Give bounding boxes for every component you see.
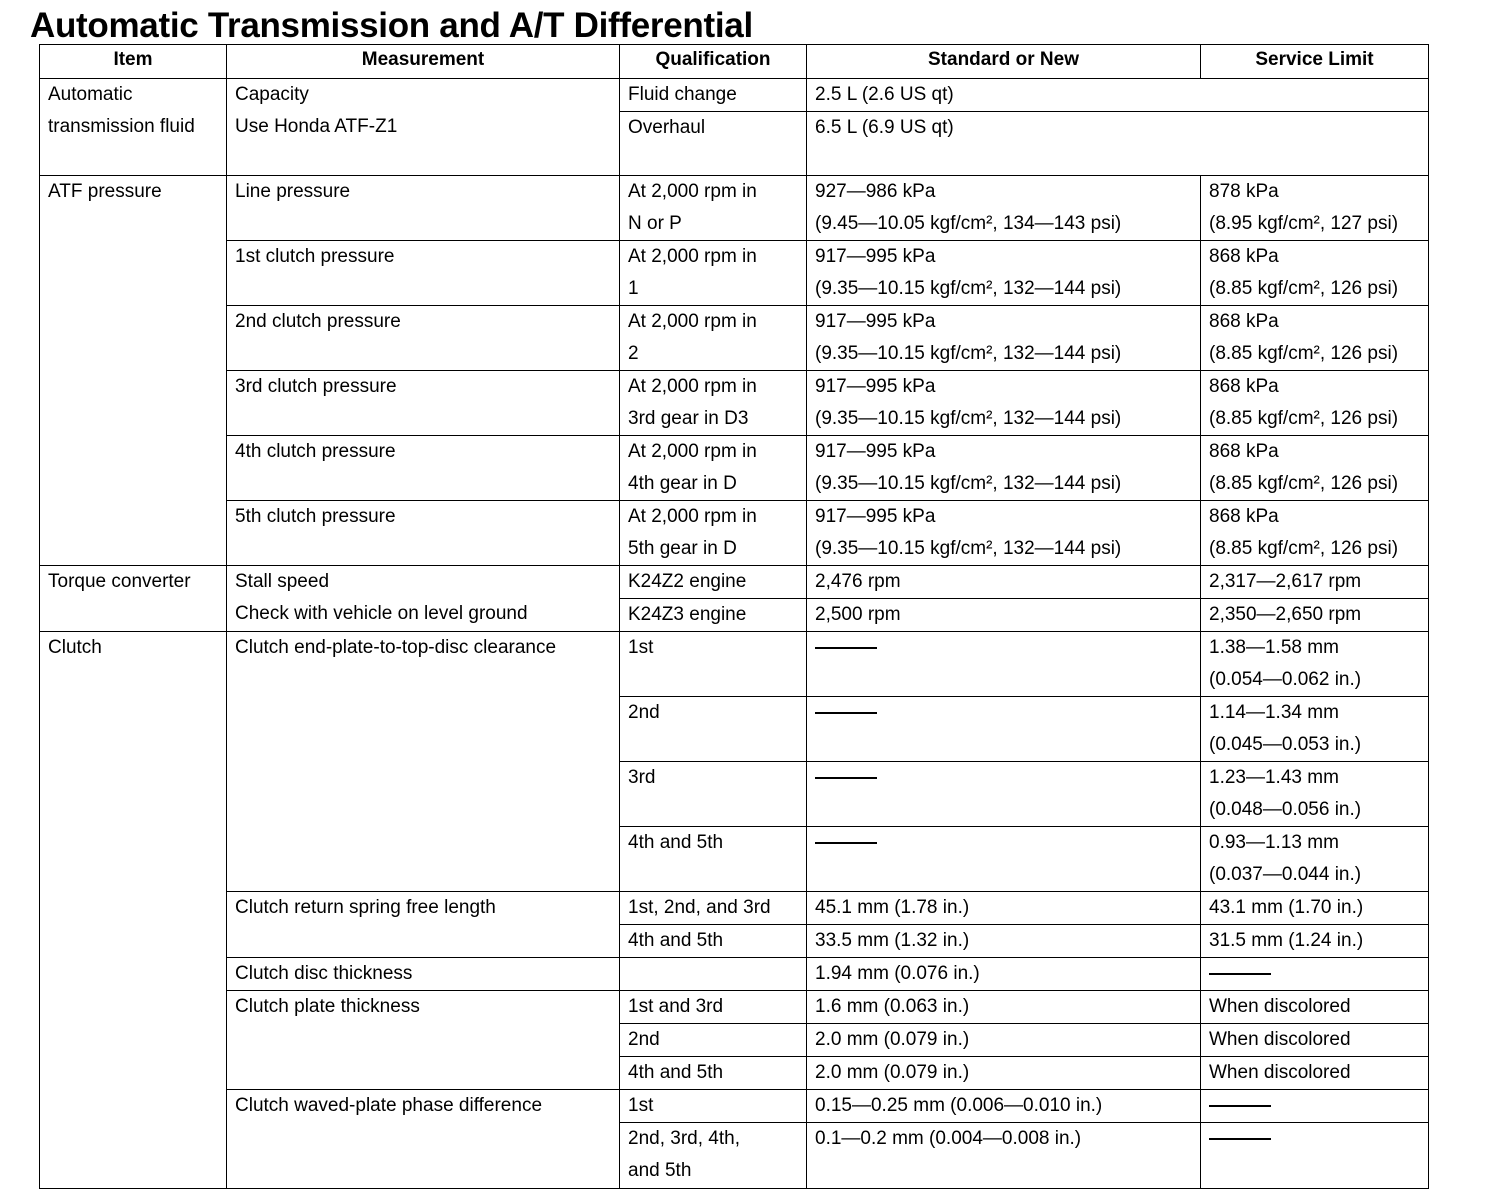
measurement-line: Check with vehicle on level ground (235, 603, 528, 624)
qualification-line: At 2,000 rpm in (628, 506, 757, 527)
header-service-limit: Service Limit (1201, 45, 1429, 79)
standard-cell: 2,476 rpm (807, 566, 1201, 599)
measurement-cell: 1st clutch pressure (227, 241, 620, 306)
limit-line: 1.38—1.58 mm (1209, 637, 1339, 658)
standard-cell (807, 241, 1201, 306)
standard-line: (9.35—10.15 kgf/cm², 132—144 psi) (815, 343, 1122, 364)
measurement-line: Use Honda ATF-Z1 (235, 116, 398, 137)
limit-line: (0.048—0.056 in.) (1209, 799, 1362, 820)
limit-line: 1.23—1.43 mm (1209, 767, 1339, 788)
standard-line: (9.45—10.05 kgf/cm², 134—143 psi) (815, 213, 1122, 234)
item-cell: Torque converter (40, 566, 227, 632)
limit-cell (1201, 306, 1429, 371)
measurement-cell: 4th clutch pressure (227, 436, 620, 501)
measurement-cell: 3rd clutch pressure (227, 371, 620, 436)
qualification-cell: 1st (620, 1090, 807, 1123)
qualification-cell: K24Z2 engine (620, 566, 807, 599)
qualification-line: 3rd gear in D3 (628, 408, 749, 429)
limit-cell: 2,350—2,650 rpm (1201, 599, 1429, 632)
standard-cell (807, 436, 1201, 501)
header-standard: Standard or New (807, 45, 1201, 79)
standard-line: 927—986 kPa (815, 181, 936, 202)
standard-cell: 2.0 mm (0.079 in.) (807, 1024, 1201, 1057)
limit-cell (1201, 371, 1429, 436)
table-row (40, 176, 1429, 241)
header-row (40, 45, 1429, 79)
measurement-cell (227, 79, 620, 176)
standard-line: (9.35—10.15 kgf/cm², 132—144 psi) (815, 473, 1122, 494)
qualification-cell: Overhaul (620, 112, 807, 176)
limit-line: (0.045—0.053 in.) (1209, 734, 1362, 755)
limit-line: (0.054—0.062 in.) (1209, 669, 1362, 690)
limit-cell (1201, 436, 1429, 501)
qualification-line: At 2,000 rpm in (628, 246, 757, 267)
qualification-cell (620, 958, 807, 991)
standard-cell (807, 697, 1201, 762)
dash-icon (815, 712, 877, 714)
table-row (40, 632, 1429, 697)
measurement-cell: Clutch plate thickness (227, 991, 620, 1090)
header-item: Item (40, 45, 227, 79)
qualification-cell (620, 241, 807, 306)
qualification-cell (620, 371, 807, 436)
limit-cell: 31.5 mm (1.24 in.) (1201, 925, 1429, 958)
standard-line: 917—995 kPa (815, 376, 936, 397)
measurement-line: Capacity (235, 84, 309, 105)
item-cell: Clutch (40, 632, 227, 1189)
qualification-cell: 1st, 2nd, and 3rd (620, 892, 807, 925)
standard-cell (807, 176, 1201, 241)
qualification-cell (620, 436, 807, 501)
limit-cell: When discolored (1201, 1024, 1429, 1057)
measurement-cell: 2nd clutch pressure (227, 306, 620, 371)
qualification-line: At 2,000 rpm in (628, 311, 757, 332)
table-row (40, 436, 1429, 501)
qualification-line: 1 (628, 278, 639, 299)
table-row (40, 958, 1429, 991)
qualification-line: 4th gear in D (628, 473, 737, 494)
header-measurement: Measurement (227, 45, 620, 79)
table-row (40, 892, 1429, 925)
limit-line: (8.85 kgf/cm², 126 psi) (1209, 538, 1399, 559)
limit-line: 878 kPa (1209, 181, 1279, 202)
standard-cell: 33.5 mm (1.32 in.) (807, 925, 1201, 958)
standard-cell: 45.1 mm (1.78 in.) (807, 892, 1201, 925)
item-cell: Automatic transmission fluid (40, 79, 227, 176)
measurement-cell: Clutch disc thickness (227, 958, 620, 991)
dash-icon (1209, 973, 1271, 975)
standard-cell (807, 501, 1201, 566)
limit-cell: When discolored (1201, 991, 1429, 1024)
measurement-cell: Clutch waved-plate phase difference (227, 1090, 620, 1189)
qualification-cell: 2nd (620, 697, 807, 762)
limit-line: 868 kPa (1209, 376, 1279, 397)
limit-line: 868 kPa (1209, 311, 1279, 332)
limit-line: 868 kPa (1209, 441, 1279, 462)
table-row (40, 306, 1429, 371)
measurement-cell: Clutch return spring free length (227, 892, 620, 958)
dash-icon (815, 647, 877, 649)
table-row (40, 1090, 1429, 1123)
qualification-cell: Fluid change (620, 79, 807, 112)
standard-line: (9.35—10.15 kgf/cm², 132—144 psi) (815, 538, 1122, 559)
limit-cell (1201, 827, 1429, 892)
measurement-cell: Clutch end-plate-to-top-disc clearance (227, 632, 620, 892)
measurement-cell: 5th clutch pressure (227, 501, 620, 566)
header-qualification: Qualification (620, 45, 807, 79)
qualification-line: At 2,000 rpm in (628, 441, 757, 462)
measurement-cell: Line pressure (227, 176, 620, 241)
qualification-line: At 2,000 rpm in (628, 376, 757, 397)
limit-line: (8.85 kgf/cm², 126 psi) (1209, 343, 1399, 364)
limit-cell (1201, 762, 1429, 827)
qualification-line: 2 (628, 343, 639, 364)
dash-icon (1209, 1138, 1271, 1140)
standard-line: 917—995 kPa (815, 441, 936, 462)
standard-cell: 2.0 mm (0.079 in.) (807, 1057, 1201, 1090)
table-row (40, 566, 1429, 599)
standard-cell: 0.15—0.25 mm (0.006—0.010 in.) (807, 1090, 1201, 1123)
standard-cell (807, 306, 1201, 371)
standard-cell: 1.94 mm (0.076 in.) (807, 958, 1201, 991)
qualification-line: 2nd, 3rd, 4th, (628, 1128, 740, 1149)
limit-cell (1201, 632, 1429, 697)
limit-line: (0.037—0.044 in.) (1209, 864, 1362, 885)
qualification-cell (620, 1123, 807, 1189)
dash-icon (815, 777, 877, 779)
limit-cell (1201, 697, 1429, 762)
limit-cell (1201, 1123, 1429, 1189)
qualification-cell: 3rd (620, 762, 807, 827)
standard-line: (9.35—10.15 kgf/cm², 132—144 psi) (815, 278, 1122, 299)
limit-cell (1201, 501, 1429, 566)
qualification-cell (620, 501, 807, 566)
qualification-cell: 4th and 5th (620, 925, 807, 958)
standard-line: 917—995 kPa (815, 311, 936, 332)
qualification-line: N or P (628, 213, 682, 234)
qualification-cell: 2nd (620, 1024, 807, 1057)
qualification-cell: 4th and 5th (620, 1057, 807, 1090)
standard-cell (807, 371, 1201, 436)
qualification-cell (620, 176, 807, 241)
qualification-cell: 1st (620, 632, 807, 697)
limit-cell (1201, 241, 1429, 306)
table-row (40, 501, 1429, 566)
limit-cell: When discolored (1201, 1057, 1429, 1090)
limit-cell (1201, 958, 1429, 991)
standard-cell: 2,500 rpm (807, 599, 1201, 632)
qualification-cell: 4th and 5th (620, 827, 807, 892)
standard-cell: 1.6 mm (0.063 in.) (807, 991, 1201, 1024)
table-row (40, 79, 1429, 112)
limit-line: 868 kPa (1209, 246, 1279, 267)
table-row (40, 991, 1429, 1024)
standard-cell: 2.5 L (2.6 US qt) (807, 79, 1429, 112)
table-row (40, 241, 1429, 306)
dash-icon (1209, 1105, 1271, 1107)
standard-cell (807, 827, 1201, 892)
limit-line: 0.93—1.13 mm (1209, 832, 1339, 853)
limit-cell: 2,317—2,617 rpm (1201, 566, 1429, 599)
qualification-line: and 5th (628, 1160, 692, 1181)
standard-line: 917—995 kPa (815, 246, 936, 267)
standard-line: (9.35—10.15 kgf/cm², 132—144 psi) (815, 408, 1122, 429)
qualification-line: At 2,000 rpm in (628, 181, 757, 202)
table-row (40, 371, 1429, 436)
qualification-line: 5th gear in D (628, 538, 737, 559)
limit-line: 868 kPa (1209, 506, 1279, 527)
spec-table (39, 44, 1429, 1189)
limit-cell: 43.1 mm (1.70 in.) (1201, 892, 1429, 925)
page-title: Automatic Transmission and A/T Differential (30, 6, 753, 45)
standard-cell: 0.1—0.2 mm (0.004—0.008 in.) (807, 1123, 1201, 1189)
qualification-cell: K24Z3 engine (620, 599, 807, 632)
measurement-cell (227, 566, 620, 632)
measurement-line: Stall speed (235, 571, 330, 592)
dash-icon (815, 842, 877, 844)
standard-cell (807, 632, 1201, 697)
qualification-cell: 1st and 3rd (620, 991, 807, 1024)
limit-line: (8.85 kgf/cm², 126 psi) (1209, 278, 1399, 299)
standard-line: 917—995 kPa (815, 506, 936, 527)
limit-line: (8.85 kgf/cm², 126 psi) (1209, 473, 1399, 494)
limit-line: (8.85 kgf/cm², 126 psi) (1209, 408, 1399, 429)
limit-line: (8.95 kgf/cm², 127 psi) (1209, 213, 1399, 234)
item-cell: ATF pressure (40, 176, 227, 566)
standard-cell: 6.5 L (6.9 US qt) (807, 112, 1429, 176)
limit-cell (1201, 176, 1429, 241)
limit-cell (1201, 1090, 1429, 1123)
qualification-cell (620, 306, 807, 371)
standard-cell (807, 762, 1201, 827)
limit-line: 1.14—1.34 mm (1209, 702, 1339, 723)
